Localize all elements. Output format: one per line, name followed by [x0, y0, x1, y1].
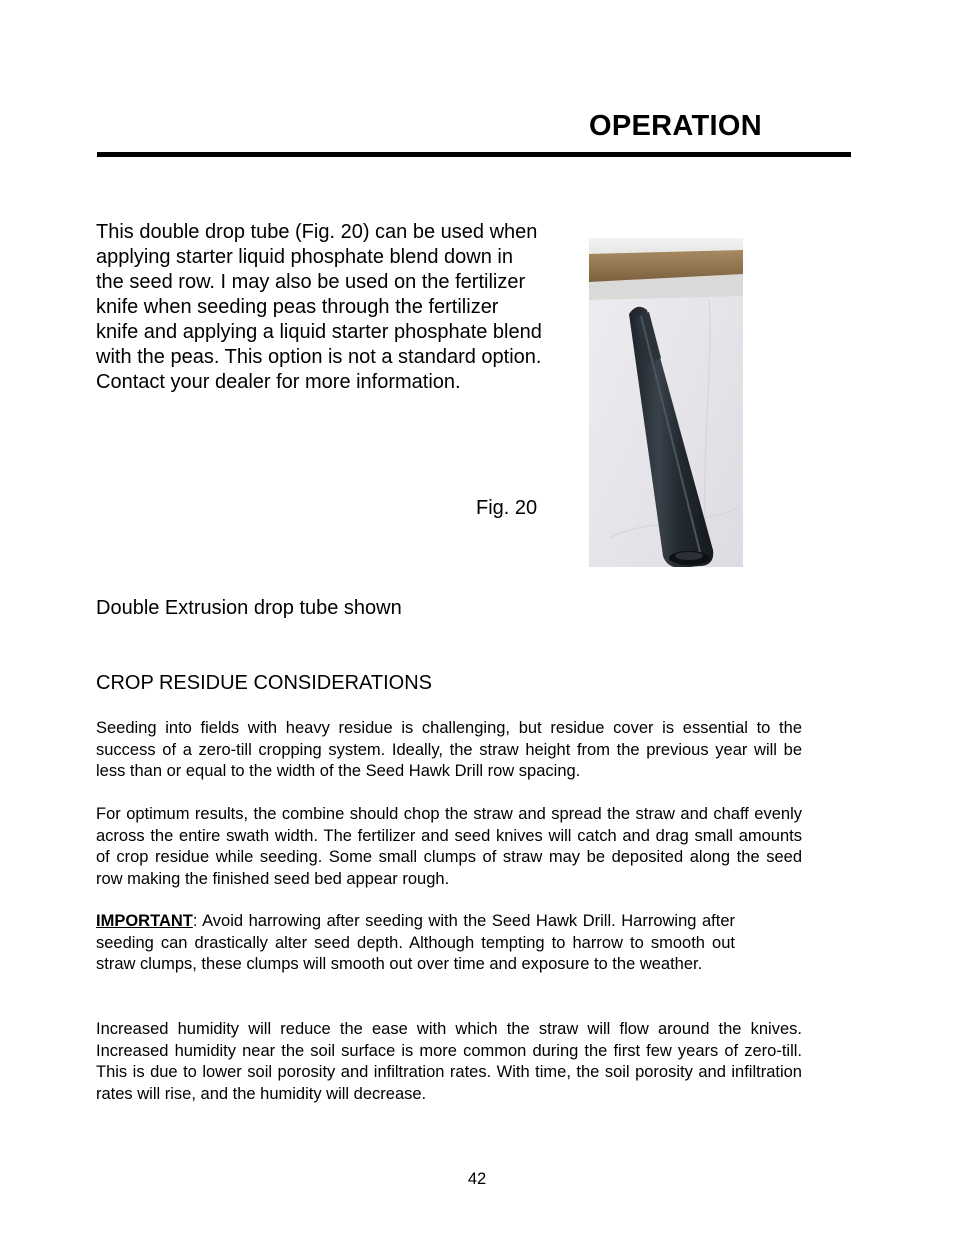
- important-text: : Avoid harrowing after seeding with the Seed Hawk Drill. Harrowing after seeding can drastically alter seed depth. Although tempting to harrow to smooth out straw clumps, these clumps will smooth out over time and exposure to the weather.: [96, 912, 735, 974]
- intro-text-line1: This double drop tube (Fig. 20) can be used when: [96, 221, 538, 243]
- residue-paragraph-2: For optimum results, the combine should chop the straw and spread the straw and chaff evenly across the entire swath width. The fertilizer and seed knives will catch and drag small amounts of crop residue while seeding. Some small clumps of straw may be deposited along the seed row making the finished seed bed appear rough.: [96, 805, 802, 889]
- header-divider: [97, 152, 851, 157]
- page-number: 42: [467, 1170, 487, 1188]
- photo-label: Double Extrusion drop tube shown: [96, 597, 402, 619]
- figure-caption: Fig. 20: [476, 497, 538, 519]
- intro-text-body: applying starter liquid phosphate blend down in the seed row. I may also be used on the fertilizer knife when seeding peas through the fertilizer knife and applying a liquid starter phosphate blend with the peas. This option is not a standard option. Contact your dealer for more information.: [96, 246, 542, 393]
- section-heading: CROP RESIDUE CONSIDERATIONS: [96, 672, 432, 694]
- drop-tube-photo: [589, 238, 743, 567]
- page-title: OPERATION: [589, 110, 762, 142]
- residue-paragraph-1: Seeding into fields with heavy residue is challenging, but residue cover is essential to the success of a zero-till cropping system. Ideally, the straw height from the previous year will be less than or equal to the width of the Seed Hawk Drill row spacing.: [96, 719, 802, 781]
- important-label: IMPORTANT: [96, 912, 193, 930]
- important-paragraph: [96, 911, 735, 976]
- intro-paragraph: [96, 220, 546, 395]
- residue-paragraph-4: Increased humidity will reduce the ease with which the straw will flow around the knives. Increased humidity near the soil surface is more common during the first few years of zero-till. This is due to lower soil porosity and infiltration rates. With time, the soil porosity and infiltration rates will rise, and the humidity will decrease.: [96, 1020, 802, 1104]
